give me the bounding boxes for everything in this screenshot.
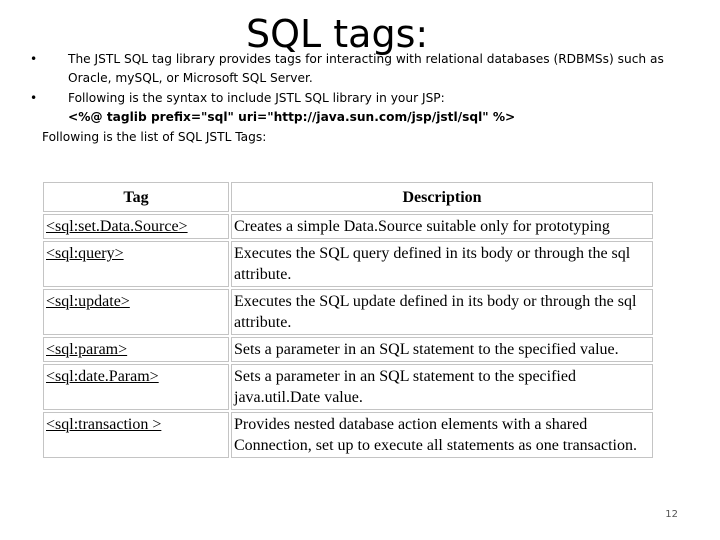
table-row xyxy=(43,241,653,287)
tag-link[interactable]: <sql:query> xyxy=(46,245,124,262)
tag-link[interactable]: <sql:set.Data.Source> xyxy=(46,218,188,235)
tag-cell xyxy=(43,412,229,458)
table-row xyxy=(43,364,653,410)
bullet-text: Following is the syntax to include JSTL SQL library in your JSP: xyxy=(68,90,445,105)
description-cell: Sets a parameter in an SQL statement to the specified value. xyxy=(231,337,653,362)
tag-cell xyxy=(43,337,229,362)
bullet-item xyxy=(20,89,680,108)
bullet-item xyxy=(20,50,680,89)
table-header-row xyxy=(43,182,653,212)
description-cell: Executes the SQL update defined in its body or through the sql attribute. xyxy=(231,289,653,335)
tag-cell xyxy=(43,364,229,410)
tag-link[interactable]: <sql:update> xyxy=(46,293,130,310)
taglib-code-line: <%@ taglib prefix="sql" uri="http://java.sun.com/jsp/jstl/sql" %> xyxy=(68,110,516,125)
tag-cell xyxy=(43,241,229,287)
table-row xyxy=(43,214,653,239)
bullet-icon: • xyxy=(30,90,38,105)
description-cell: Sets a parameter in an SQL statement to the specified java.util.Date value. xyxy=(231,364,653,410)
tag-link[interactable]: <sql:date.Param> xyxy=(46,368,159,385)
bullet-icon: • xyxy=(30,52,38,66)
list-intro: Following is the list of SQL JSTL Tags: xyxy=(42,129,267,144)
tag-link[interactable]: <sql:param> xyxy=(46,341,128,358)
header-description: Description xyxy=(231,182,653,212)
tag-link[interactable]: <sql:transaction > xyxy=(46,416,162,433)
description-cell: Executes the SQL query defined in its body or through the sql attribute. xyxy=(231,241,653,287)
intro-text xyxy=(20,50,680,147)
table-row xyxy=(43,337,653,362)
tag-cell xyxy=(43,289,229,335)
description-cell: Provides nested database action elements with a shared Connection, set up to execute all statements as one transaction. xyxy=(231,412,653,458)
tag-cell xyxy=(43,214,229,239)
sql-tags-table xyxy=(41,180,655,460)
table-row xyxy=(43,412,653,458)
slide-title: SQL tags: xyxy=(246,12,429,56)
bullet-text: The JSTL SQL tag library provides tags for interacting with relational databases (RDBMSs) such as Oracle, mySQL, or Microsoft SQL Server. xyxy=(68,52,664,86)
table-row xyxy=(43,289,653,335)
description-cell: Creates a simple Data.Source suitable only for prototyping xyxy=(231,214,653,239)
page-number: 12 xyxy=(665,509,678,520)
header-tag: Tag xyxy=(43,182,229,212)
